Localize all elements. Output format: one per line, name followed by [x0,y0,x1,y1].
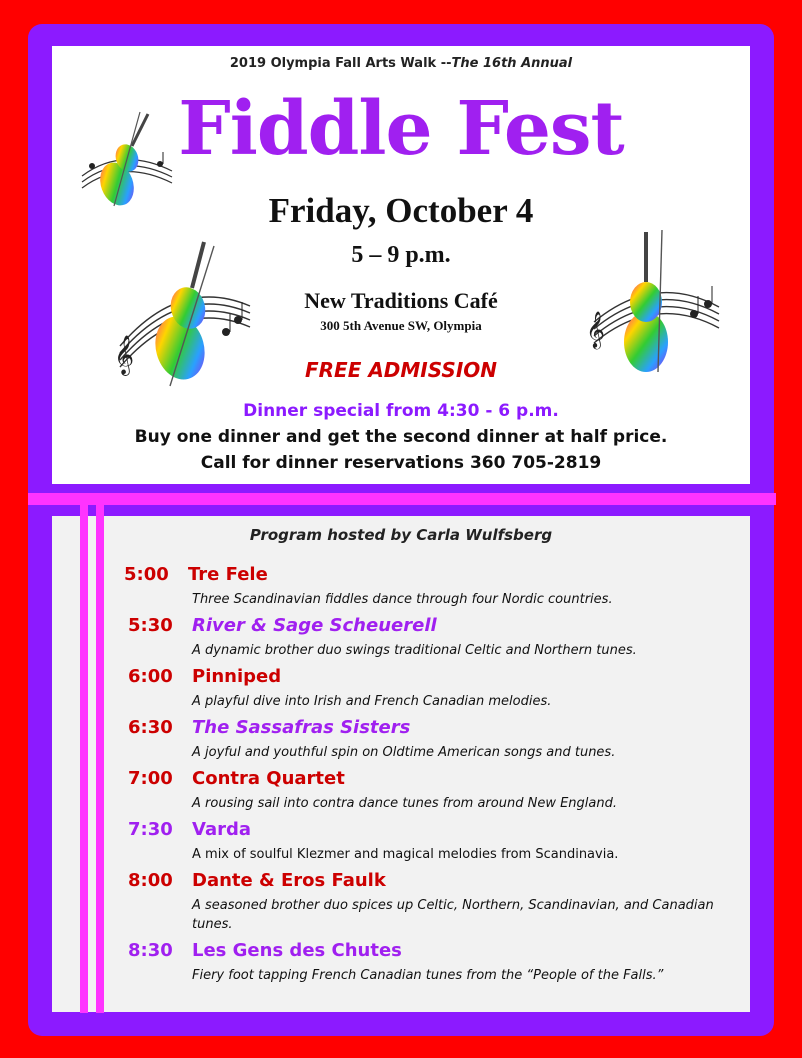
decorative-pillar [80,505,88,1013]
program-host: Program hosted by Carla Wulfsberg [249,526,553,544]
dinner-offer: Buy one dinner and get the second dinner at half price. [134,427,668,447]
slot-time: 8:30 [128,940,173,961]
venue-address: 300 5th Avenue SW, Olympia [320,318,482,333]
slot-name: Contra Quartet [192,768,345,789]
subtitle-plain: 2019 Olympia Fall Arts Walk -- [229,56,452,71]
svg-text:𝄞: 𝄞 [114,335,135,375]
dinner-special: Dinner special from 4:30 - 6 p.m. [243,401,559,421]
slot-time: 8:00 [128,870,173,891]
divider-bar [28,493,776,505]
decorative-pillar [96,505,104,1013]
slot-time: 6:30 [128,717,173,738]
page-title: Fiddle Fest [178,86,624,172]
slot-name: Tre Fele [188,564,268,585]
slot-description: A joyful and youthful spin on Oldtime American songs and tunes. [192,745,616,760]
slot-description: Fiery foot tapping French Canadian tunes from the “People of the Falls.” [192,968,664,983]
slot-name: River & Sage Scheuerell [192,615,437,636]
slot-time: 7:00 [128,768,173,789]
admission-notice: FREE ADMISSION [304,358,498,382]
slot-name: The Sassafras Sisters [192,717,411,738]
slot-description: A playful dive into Irish and French Canadian melodies. [192,694,552,709]
slot-description: A rousing sail into contra dance tunes from around New England. [192,796,617,811]
slot-name: Varda [192,819,252,840]
slot-description: A mix of soulful Klezmer and magical melodies from Scandinavia. [192,847,619,862]
event-time: 5 – 9 p.m. [351,242,451,268]
slot-time: 5:00 [124,564,169,585]
dinner-reservations: Call for dinner reservations 360 705-2819 [200,453,602,473]
slot-time: 5:30 [128,615,173,636]
slot-time: 7:30 [128,819,173,840]
slot-name: Les Gens des Chutes [192,940,402,961]
slot-description: A seasoned brother duo spices up Celtic, Northern, Scandinavian, and Canadian tunes. [192,898,714,932]
venue-name: New Traditions Café [304,288,498,313]
header-panel [52,46,750,484]
violin-icon [110,236,260,396]
slot-name: Dante & Eros Faulk [192,870,386,891]
slot-time: 6:00 [128,666,173,687]
violin-icon [72,106,182,216]
slot-description: Three Scandinavian fiddles dance through four Nordic countries. [192,592,613,607]
event-date: Friday, October 4 [268,191,534,230]
program-panel [52,516,750,1012]
subtitle-italic: The 16th Annual [451,56,573,71]
event-subtitle [52,56,750,71]
slot-name: Pinniped [192,666,282,687]
violin-icon [584,222,724,382]
svg-text:𝄞: 𝄞 [586,310,605,348]
slot-description: A dynamic brother duo swings traditional Celtic and Northern tunes. [192,643,637,658]
